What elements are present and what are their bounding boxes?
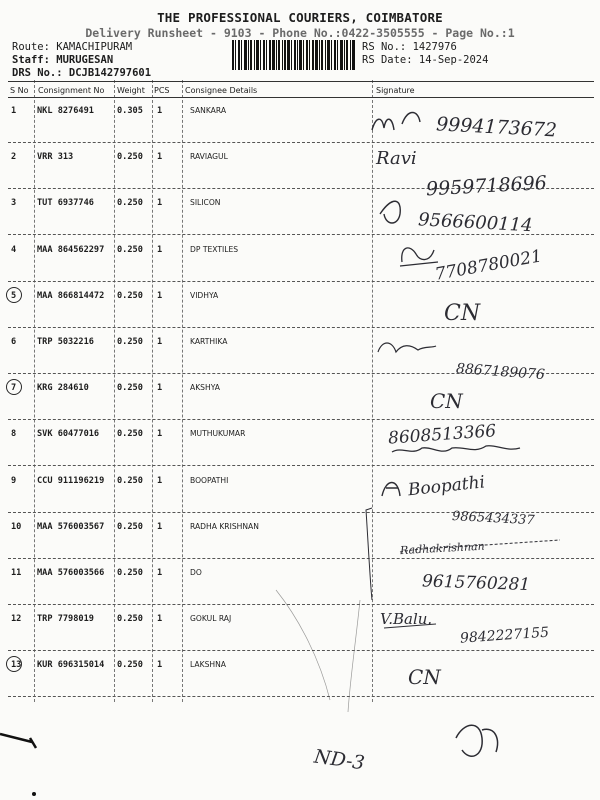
cell-weight: 0.250 <box>117 152 143 163</box>
cell-weight: 0.250 <box>117 521 143 532</box>
cell-consignment: VRR 313 <box>37 152 74 163</box>
cell-sno: 2 <box>11 152 17 163</box>
rs-number: RS No.: 1427976 <box>362 41 457 53</box>
cell-consignee: RAVIAGUL <box>190 152 228 162</box>
col-header-pcs: PCS <box>154 86 170 95</box>
col-header-sno: S No <box>10 86 29 95</box>
svg-text:Boopathi: Boopathi <box>407 472 486 501</box>
cell-pcs: 1 <box>157 614 163 625</box>
cell-pcs: 1 <box>157 429 163 440</box>
cell-consignment: TRP 5032216 <box>37 337 94 347</box>
cell-weight: 0.250 <box>117 337 143 347</box>
cell-consignment: MAA 864562297 <box>37 244 105 255</box>
cell-weight: 0.250 <box>117 614 143 625</box>
cell-consignment: SVK 60477016 <box>37 429 100 440</box>
document-title: THE PROFESSIONAL COURIERS, COIMBATORE <box>157 10 443 25</box>
col-header-signature: Signature <box>376 86 415 95</box>
svg-text:9615760281: 9615760281 <box>421 571 531 596</box>
signature-row-4 <box>400 246 543 284</box>
cell-consignee: GOKUL RAJ <box>190 614 232 624</box>
cell-sno: 3 <box>11 198 17 209</box>
cell-weight: 0.250 <box>117 244 143 255</box>
signature-cn-13: CN <box>408 665 441 689</box>
cell-sno: 1 <box>11 106 17 116</box>
cell-weight: 0.305 <box>117 106 143 116</box>
cell-consignee: RADHA KRISHNAN <box>190 521 259 531</box>
cell-weight: 0.250 <box>117 383 143 394</box>
cell-pcs: 1 <box>157 521 163 532</box>
cell-consignee: AKSHYA <box>190 383 220 393</box>
cell-pcs: 1 <box>157 290 163 301</box>
cell-consignment: MAA 866814472 <box>37 290 105 301</box>
svg-text:9566600114: 9566600114 <box>417 209 534 237</box>
document-subtitle: Delivery Runsheet - 9103 - Phone No.:0422-3505555 - Page No.:1 <box>85 26 515 40</box>
handwritten-note: ND-3 <box>312 745 367 775</box>
cell-consignee: BOOPATHI <box>190 475 229 485</box>
signature-cn-5: CN <box>444 301 481 326</box>
signature-row-8 <box>387 421 520 452</box>
cell-pcs: 1 <box>157 106 163 116</box>
cell-consignee: DO <box>190 568 202 577</box>
signature-row-2 <box>375 148 547 200</box>
cell-sno: 12 <box>11 614 22 625</box>
cell-sno: 9 <box>11 475 17 486</box>
cell-pcs: 1 <box>157 152 163 163</box>
svg-text:Ravi: Ravi <box>376 148 417 169</box>
cell-pcs: 1 <box>157 337 163 347</box>
cell-sno: 8 <box>11 429 17 440</box>
cell-consignee: DP TEXTILES <box>190 244 239 254</box>
cell-weight: 0.250 <box>117 475 143 486</box>
cell-sno: 6 <box>11 337 17 347</box>
cell-sno: 13 <box>11 660 22 671</box>
route-label: Route: KAMACHIPURAM <box>12 41 133 53</box>
svg-text:9842227155: 9842227155 <box>459 624 550 647</box>
cell-weight: 0.250 <box>117 290 143 301</box>
cell-pcs: 1 <box>157 568 163 578</box>
svg-text:9959718696: 9959718696 <box>425 172 548 201</box>
svg-text:9865434337: 9865434337 <box>451 509 536 529</box>
cell-consignee: LAKSHNA <box>190 660 226 670</box>
signature-row-1 <box>372 113 557 142</box>
svg-text:7708780021: 7708780021 <box>433 246 544 285</box>
cell-pcs: 1 <box>157 475 163 486</box>
cell-consignee: SANKARA <box>190 106 227 115</box>
cell-sno: 5 <box>11 290 17 301</box>
cell-weight: 0.250 <box>117 429 143 440</box>
cell-sno: 10 <box>11 521 22 532</box>
cell-pcs: 1 <box>157 198 163 209</box>
cell-sno: 11 <box>11 568 22 578</box>
cell-pcs: 1 <box>157 660 163 671</box>
rs-date: RS Date: 14-Sep-2024 <box>362 54 489 66</box>
svg-text:V.Balu.: V.Balu. <box>380 610 433 628</box>
signature-row-3 <box>380 201 533 236</box>
signature-cn-7: CN <box>430 389 463 413</box>
footer-handwriting <box>0 725 497 796</box>
col-header-consignment: Consignment No <box>38 86 105 95</box>
cell-consignment: TRP 7798019 <box>37 614 94 625</box>
col-header-consignee: Consignee Details <box>185 86 258 95</box>
cell-pcs: 1 <box>157 383 163 394</box>
cell-consignment: CCU 911196219 <box>37 475 105 486</box>
cell-consignment: KUR 696315014 <box>37 660 105 671</box>
col-header-weight: Weight <box>117 86 145 95</box>
cell-consignment: TUT 6937746 <box>37 198 94 209</box>
drs-label: DRS No.: DCJB142797601 <box>12 67 152 79</box>
svg-text:8867189076: 8867189076 <box>455 360 546 384</box>
cell-sno: 7 <box>11 383 17 394</box>
cell-consignee: VIDHYA <box>190 290 219 300</box>
cell-consignment: MAA 576003567 <box>37 521 105 532</box>
cell-sno: 4 <box>11 244 17 255</box>
staff-label: Staff: MURUGESAN <box>12 54 114 66</box>
cell-pcs: 1 <box>157 244 163 255</box>
signature-row-6 <box>378 343 545 383</box>
cell-consignee: KARTHIKA <box>190 337 228 346</box>
cell-weight: 0.250 <box>117 568 143 578</box>
signature-phone-1: 9994173672 <box>435 113 558 142</box>
svg-text:8608513366: 8608513366 <box>387 421 497 449</box>
svg-text:Radhakrishnan: Radhakrishnan <box>399 539 485 558</box>
signature-row-9 <box>382 472 536 528</box>
cell-consignment: MAA 576003566 <box>37 568 105 578</box>
signature-row-12 <box>276 590 550 712</box>
cell-consignee: SILICON <box>190 198 221 208</box>
cell-consignment: KRG 284610 <box>37 383 89 394</box>
cell-consignee: MUTHUKUMAR <box>190 429 246 439</box>
cell-consignment: NKL 8276491 <box>37 106 94 116</box>
cell-weight: 0.250 <box>117 660 143 671</box>
cell-weight: 0.250 <box>117 198 143 209</box>
